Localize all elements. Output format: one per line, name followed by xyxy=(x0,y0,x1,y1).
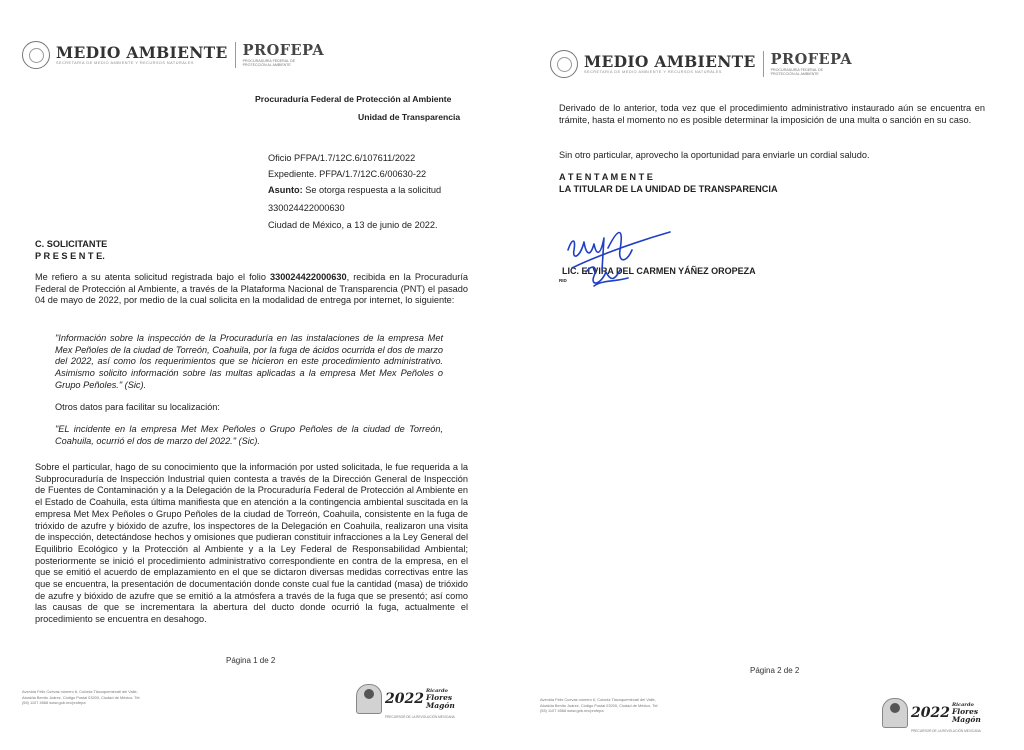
agency-line: Procuraduría Federal de Protección al Ambiente xyxy=(255,94,452,104)
signer-title: LA TITULAR DE LA UNIDAD DE TRANSPARENCIA xyxy=(559,184,778,194)
date-line: Ciudad de México, a 13 de junio de 2022. xyxy=(268,220,438,230)
org-name: MEDIO AMBIENTE xyxy=(56,43,228,62)
header-divider xyxy=(763,51,764,77)
conclusion-paragraph: Derivado de lo anterior, toda vez que el procedimiento administrativo instaurado aún se encuentra en trámite, hasta el momento no es posible determinar la imposición de una multa o sanción en su caso. xyxy=(559,103,985,125)
letterhead xyxy=(550,47,852,81)
other-data-label: Otros datos para facilitar su localización: xyxy=(55,402,220,412)
portrait-icon xyxy=(882,698,908,728)
badge-name-2: Flores xyxy=(425,693,453,702)
anniversary-badge xyxy=(882,698,981,728)
signature-stroke-2 xyxy=(608,233,632,260)
oficio-number: Oficio PFPA/1.7/12C.6/107611/2022 xyxy=(268,153,416,163)
intro-paragraph: Me refiero a su atenta solicitud registrada bajo el folio 330024422000630, recibida en la Procuraduría Federal de Protección al Ambiente, a través de la Plataforma Nacional de Transparencia (PNT) el pasado 04 de mayo de 2022, por medio de la cual solicita en la modalidad de entrega por internet, lo siguiente: xyxy=(35,272,468,306)
footer-address: Avenida Félix Cuevas número 6, Colonia Tlacoquemécatl del Valle, Alcaldía Benito Juárez, Código Postal 03200, Ciudad de México. Tel: (55) 1107 4566 www.gob.mx/profepa xyxy=(540,697,659,713)
badge-name-3: Magón xyxy=(425,700,455,710)
badge-tagline: PRECURSOR DE LA REVOLUCIÓN MEXICANA xyxy=(385,715,455,719)
badge-year: 2022 xyxy=(385,691,424,707)
badge-tagline: PRECURSOR DE LA REVOLUCIÓN MEXICANA xyxy=(911,729,981,733)
badge-name-3: Magón xyxy=(951,714,981,724)
badge-name-1: Ricardo xyxy=(951,702,974,708)
badge-name-1: Ricardo xyxy=(425,688,448,694)
closing-paragraph: Sin otro particular, aprovecho la oportunidad para enviarle un cordial saludo. xyxy=(559,150,870,160)
incident-quote: "EL incidente en la empresa Met Mex Peñoles o Grupo Peñoles de la ciudad de Torreón, Coahuila, ocurrió el dos de marzo del 2022." (Sic). xyxy=(55,424,443,446)
letterhead xyxy=(22,38,324,72)
government-seal-icon xyxy=(550,50,578,78)
page-number: Página 1 de 2 xyxy=(226,656,276,665)
folio-line: 330024422000630 xyxy=(268,203,345,213)
org-name: MEDIO AMBIENTE xyxy=(584,52,756,71)
asunto-label: Asunto: xyxy=(268,185,303,195)
document-page-2 xyxy=(512,0,1024,750)
signature-stroke-1 xyxy=(568,238,604,270)
agency-logo-text: PROFEPA xyxy=(770,50,853,68)
recipient: C. SOLICITANTE xyxy=(35,239,108,249)
header-divider xyxy=(235,42,236,68)
agency-subtitle: PROCURADURÍA FEDERAL DE PROTECCIÓN AL AMBIENTE xyxy=(242,58,296,67)
badge-year: 2022 xyxy=(911,705,950,721)
signer-name: LIC. ELVIRA DEL CARMEN YÁÑEZ OROPEZA xyxy=(562,266,756,276)
request-quote: "Información sobre la inspección de la Procuraduría en las instalaciones de la empresa Met Mex Peñoles de la ciudad de Torreón, Coahuila, por la fuga de ácidos ocurrida el dos de marzo del 2022, así como los requerimientos que se hicieron en este procedimiento administrativo. Asimismo solicito información sobre las multas aplicadas a la empresa Met Mex Peñoles o Grupo Peñoles." (Sic). xyxy=(55,333,443,390)
footer-address: Avenida Félix Cuevas número 6, Colonia Tlacoquemécatl del Valle, Alcaldía Benito Juárez, Código Postal 03200, Ciudad de México. Tel: (55) 1107 4566 www.gob.mx/profepa xyxy=(22,689,141,705)
folio-number: 330024422000630 xyxy=(269,272,347,282)
org-subtitle: SECRETARÍA DE MEDIO AMBIENTE Y RECURSOS NATURALES xyxy=(584,70,722,74)
page-number: Página 2 de 2 xyxy=(750,666,800,675)
agency-logo-text: PROFEPA xyxy=(242,41,325,59)
agency-subtitle: PROCURADURÍA FEDERAL DE PROTECCIÓN AL AMBIENTE xyxy=(770,67,824,76)
org-subtitle: SECRETARÍA DE MEDIO AMBIENTE Y RECURSOS NATURALES xyxy=(56,61,194,65)
portrait-icon xyxy=(356,684,382,714)
response-body: Sobre el particular, hago de su conocimiento que la información por usted solicitada, le fue requerida a la Subprocuraduría de Inspección Industrial quien contesta a través de la Dirección General de Inspección de Fuentes de Contaminación y a la Delegación de la Procuraduría Federal de Protección al Ambiente en el Estado de Coahuila, esta última manifiesta que en atención a la contingencia ambiental suscitada en la empresa Met Mex Peñoles o Grupo Peñoles de la ciudad de Torreón, Coahuila, consistente en la fuga de trióxido de azufre y bióxido de azufre, los inspectores de la Delegación en Coahuila, realizaron una visita de inspección, detectándose hechos y omisiones que pudieran constituir infracciones a la Ley General del Equilibrio Ecológico y la Protección al Ambiente y a la Ley Federal de Responsabilidad Ambiental; posteriormente se inició el procedimiento administrativo correspondiente en contra de la empresa, en el que se emitió el acuerdo de emplazamiento en el que se dictaron diversas medidas correctivas entre las que se encuentra, la presentación de documentación donde conste cual fue la cantidad (masa) de trióxido de azufre y bióxido de azufre que se emitió a la atmósfera a través de la fuga que se presentó; así como las causas de que se incrementara la abertura del ducto donde ocurrió la fuga, actualmente el procedimiento se encuentra en desahogo. xyxy=(35,462,468,625)
handwritten-signature xyxy=(558,220,678,295)
asunto-text: Se otorga respuesta a la solicitud xyxy=(305,185,442,195)
unit-line: Unidad de Transparencia xyxy=(358,112,461,122)
badge-name-2: Flores xyxy=(951,707,979,716)
expediente-number: Expediente. PFPA/1.7/12C.6/00630-22 xyxy=(268,169,427,179)
presente: P R E S E N T E. xyxy=(35,251,105,261)
asunto-line xyxy=(268,185,441,197)
initials: RID xyxy=(559,278,567,283)
closing-salutation: A T E N T A M E N T E xyxy=(559,172,653,182)
government-seal-icon xyxy=(22,41,50,69)
anniversary-badge xyxy=(356,684,455,714)
